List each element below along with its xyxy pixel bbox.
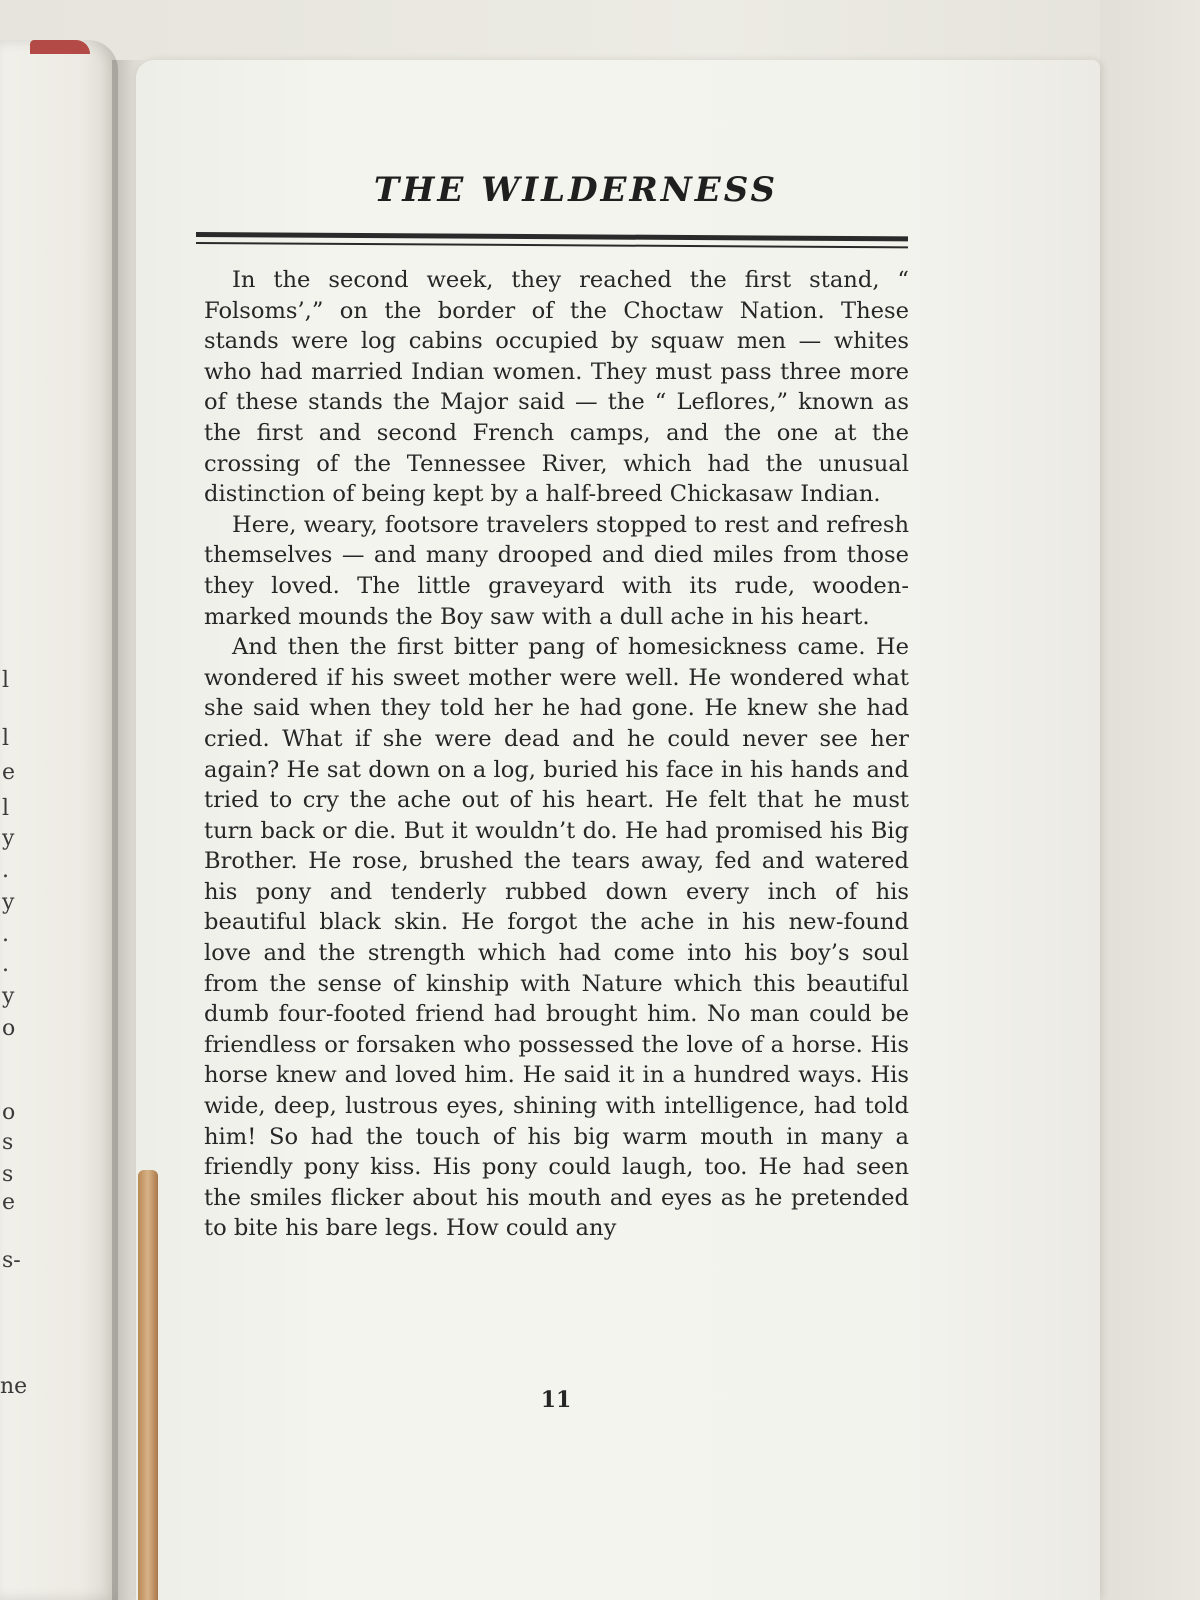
- left-glyph: s: [2, 1162, 14, 1187]
- left-glyph: l: [2, 668, 10, 693]
- header-rule-thin: [196, 242, 908, 248]
- left-glyph: e: [2, 760, 16, 785]
- paragraph: And then the first bitter pang of homesickness came. He wondered if his sweet mother were well. He wondered what she said when they told her he had gone. He knew she had cried. What if she were dead and he could never see her again? He sat down on a log, buried his face in his hands and tried to cry the ache out of his heart. He felt that he must turn back or die. But it wouldn’t do. He had promised his Big Brother. He rose, brushed the tears away, fed and watered his pony and tenderly rubbed down every inch of his beautiful black skin. He forgot the ache in his new-found love and the strength which had come into his boy’s soul from the sense of kinship with Nature which this beautiful dumb four-footed friend had brought him. No man could be friendless or forsaken who possessed the love of a horse. His horse knew and loved him. He said it in a hundred ways. His wide, deep, lustrous eyes, shining with intelligence, had told him! So had the touch of his big warm mouth in many a friendly pony kiss. His pony could laugh, too. He had seen the smiles flicker about his mouth and eyes as he pretended to bite his bare legs. How could any: [204, 634, 909, 1242]
- left-glyph: .: [2, 952, 9, 977]
- left-glyph: .: [2, 858, 9, 883]
- left-glyph: y: [2, 890, 15, 915]
- paragraph: In the second week, they reached the first stand, “ Folsoms’,” on the border of the Choctaw Nation. These stands were log cabins occupied by squaw men — whites who had married Indian women. They must pass three more of these stands the Major said — the “ Leflores,” known as the first and second French camps, and the one at the crossing of the Tennessee River, which had the unusual distinction of being kept by a half-breed Chickasaw Indian.: [204, 267, 909, 508]
- left-glyph: y: [2, 826, 15, 851]
- left-glyph: .: [2, 922, 9, 947]
- left-glyph: o: [2, 1016, 16, 1041]
- spine-binding-edge: [138, 1170, 158, 1600]
- running-title: THE WILDERNESS: [373, 170, 779, 210]
- left-glyph: s-: [2, 1248, 21, 1273]
- page-number: 11: [540, 1387, 572, 1413]
- book-page: [136, 60, 1100, 1600]
- left-page: [0, 40, 118, 1600]
- paragraph: Here, weary, footsore travelers stopped to rest and refresh themselves — and many drooped and died miles from those they loved. The little graveyard with its rude, wooden-marked mounds the Boy saw with a dull ache in his heart.: [204, 511, 909, 630]
- page-body: [204, 265, 909, 1244]
- left-glyph: l: [2, 796, 10, 821]
- header-rule-thick: [196, 232, 908, 241]
- page-header: [196, 170, 956, 210]
- left-glyph: s: [2, 1130, 14, 1155]
- table-background: [1100, 0, 1200, 1600]
- left-glyph: e: [2, 1190, 16, 1215]
- left-glyph: o: [2, 1100, 16, 1125]
- left-glyph: ne: [0, 1374, 28, 1399]
- red-cover-edge: [30, 40, 90, 54]
- left-glyph: y: [2, 984, 15, 1009]
- left-page-margin-text: [0, 40, 30, 1600]
- left-glyph: l: [2, 726, 10, 751]
